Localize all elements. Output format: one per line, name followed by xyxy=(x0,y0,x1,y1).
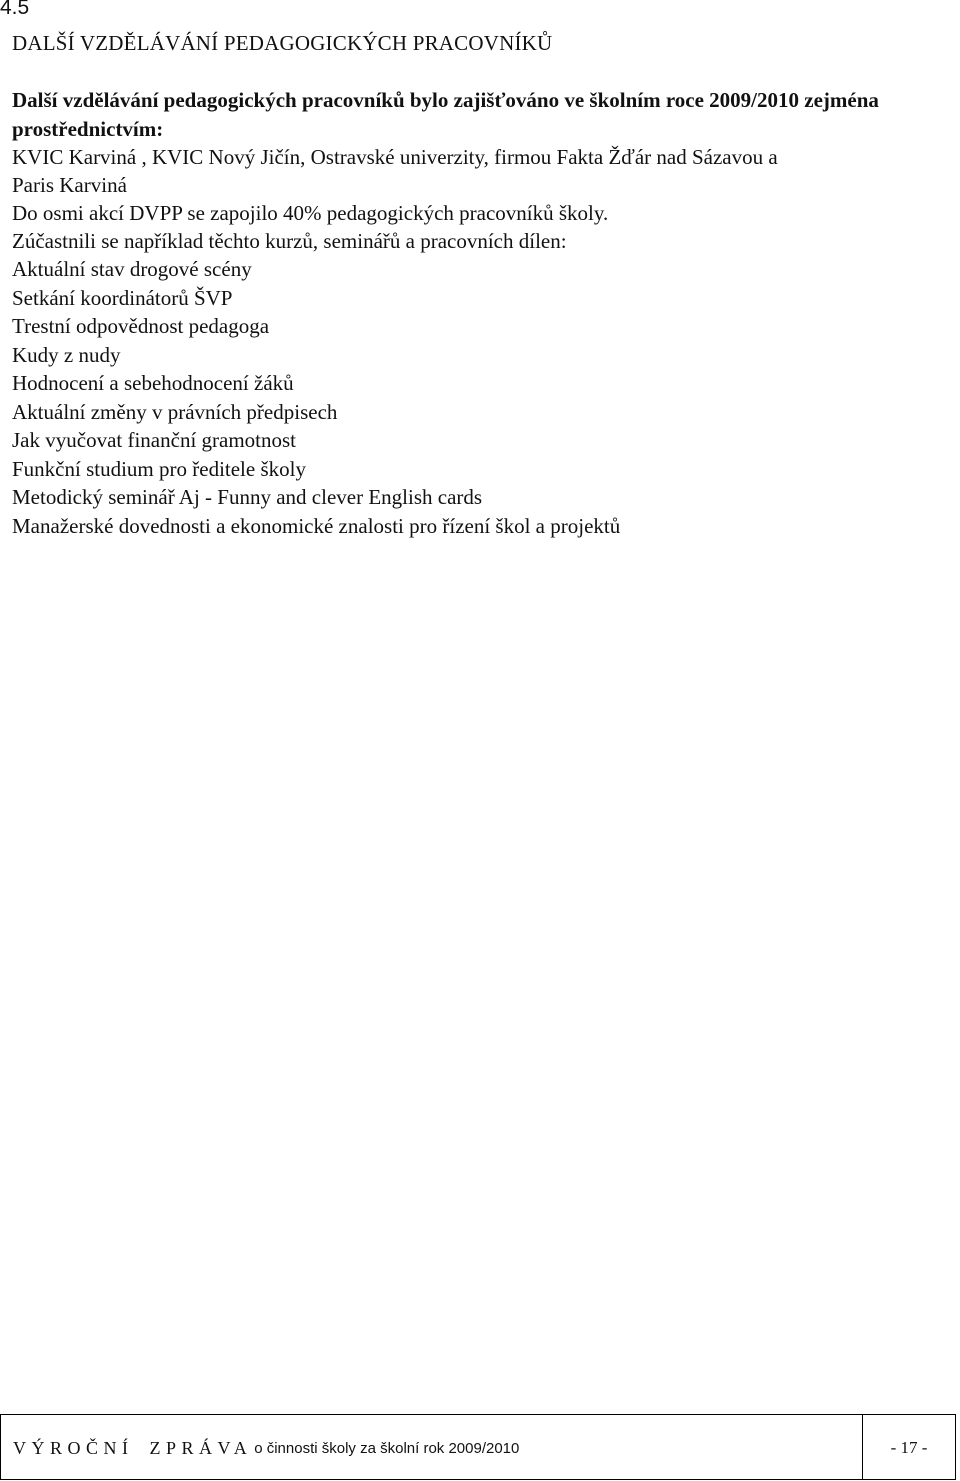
course-item: Kudy z nudy xyxy=(12,342,121,367)
course-list xyxy=(12,255,620,540)
footer-subtitle: o činnosti školy za školní rok 2009/2010 xyxy=(254,1439,520,1457)
course-item: Setkání koordinátorů ŠVP xyxy=(12,285,233,310)
course-item: Funkční studium pro ředitele školy xyxy=(12,456,306,481)
page-footer xyxy=(0,1414,956,1480)
course-item: Aktuální změny v právních předpisech xyxy=(12,399,338,424)
course-item: Manažerské dovednosti a ekonomické znalosti pro řízení škol a projektů xyxy=(12,513,621,538)
footer-title-cell xyxy=(1,1415,862,1479)
section-title: DALŠÍ VZDĚLÁVÁNÍ PEDAGOGICKÝCH PRACOVNÍKŮ xyxy=(12,31,553,55)
providers-line-1: KVIC Karviná , KVIC Nový Jičín, Ostravské univerzity, firmou Fakta Žďár nad Sázavou a xyxy=(12,145,778,169)
course-item: Jak vyučovat finanční gramotnost xyxy=(12,428,297,452)
page-number: - 17 - xyxy=(862,1415,955,1479)
footer-title-word-1: VÝROČNÍ xyxy=(13,1437,134,1458)
providers-line-2: Paris Karviná xyxy=(12,173,127,197)
intro-paragraph: Další vzdělávání pedagogických pracovníků bylo zajišťováno ve školním roce 2009/2010 zejména prostřednictvím: xyxy=(12,88,879,141)
footer-title-word-2: ZPRÁVA xyxy=(149,1437,253,1458)
course-item: Aktuální stav drogové scény xyxy=(12,257,252,281)
section-number: 4.5 xyxy=(0,0,30,19)
course-item: Metodický seminář Aj - Funny and clever English cards xyxy=(12,485,483,509)
courses-intro: Zúčastnili se například těchto kurzů, seminářů a pracovních dílen: xyxy=(12,229,567,253)
course-item: Hodnocení a sebehodnocení žáků xyxy=(12,371,294,395)
course-item: Trestní odpovědnost pedagoga xyxy=(12,314,270,338)
participation-text: Do osmi akcí DVPP se zapojilo 40% pedagogických pracovníků školy. xyxy=(12,201,609,225)
